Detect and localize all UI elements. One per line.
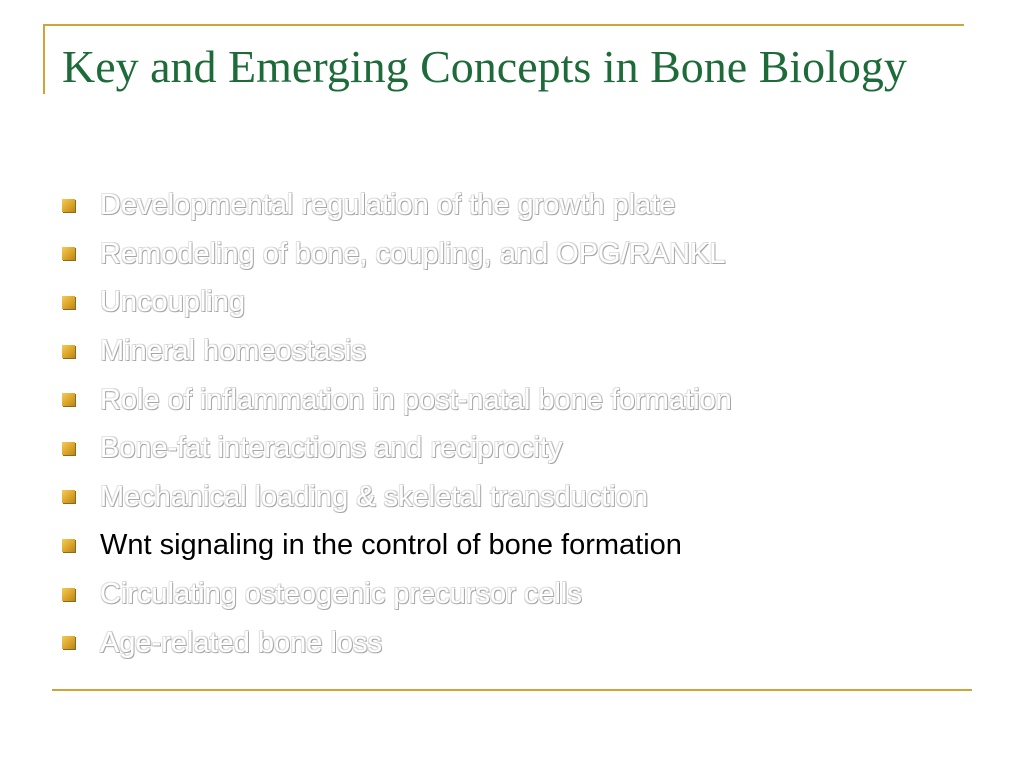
bullet-text: Developmental regulation of the growth plate [100,189,676,222]
square-bullet-icon [62,442,75,455]
square-bullet-icon [62,490,75,503]
bullet-item [62,327,732,376]
bullet-text: Remodeling of bone, coupling, and OPG/RANKL [100,237,726,270]
bullet-text: Age-related bone loss [100,626,383,659]
bullet-item [62,473,732,522]
bullet-item [62,375,732,424]
square-bullet-icon [62,588,75,601]
bullet-text: Circulating osteogenic precursor cells [100,578,582,611]
bullet-text: Mineral homeostasis [100,335,366,368]
square-bullet-icon [62,393,75,406]
bullet-item [62,424,732,473]
square-bullet-icon [62,539,75,552]
bullet-list [62,181,732,667]
square-bullet-icon [62,345,75,358]
bullet-text: Bone-fat interactions and reciprocity [100,432,563,465]
bullet-item [62,230,732,279]
bullet-item [62,278,732,327]
bullet-text: Uncoupling [100,286,246,319]
square-bullet-icon [62,247,75,260]
bullet-text: Wnt signaling in the control of bone formation [100,529,682,562]
bottom-accent-rule [52,689,972,691]
square-bullet-icon [62,636,75,649]
top-accent-rule [43,24,964,26]
bullet-item [62,181,732,230]
square-bullet-icon [62,199,75,212]
bullet-text: Mechanical loading & skeletal transduction [100,480,649,513]
bullet-text: Role of inflammation in post-natal bone formation [100,383,732,416]
bullet-item [62,618,732,667]
slide-title: Key and Emerging Concepts in Bone Biology [62,41,907,92]
bullet-item [62,570,732,619]
left-accent-rule [43,24,45,94]
square-bullet-icon [62,296,75,309]
bullet-item [62,521,732,570]
